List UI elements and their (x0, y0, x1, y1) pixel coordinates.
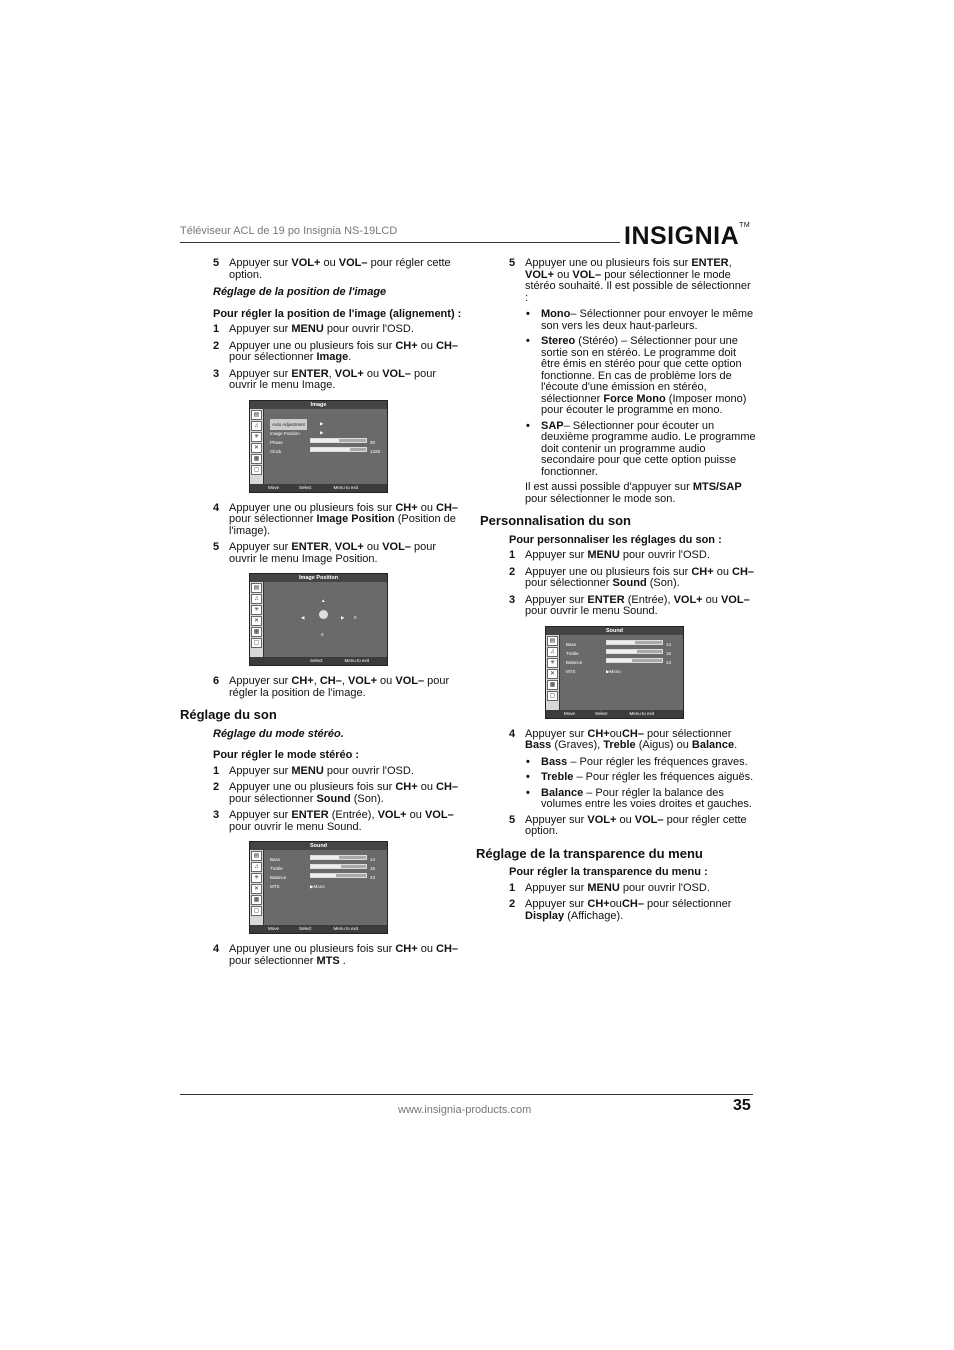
right-column (476, 258, 756, 927)
osd-sound-menu-screenshot (249, 841, 388, 934)
step-image-1: 1 Appuyer sur MENU pour ouvrir l'OSD. (213, 323, 414, 335)
note-mts-sap: Il est aussi possible d'appuyer sur MTS/SAP pour sélectionner le mode son. (525, 481, 742, 505)
center-dot-icon (319, 610, 328, 619)
procedure-image-position: Pour régler la position de l'image (alignement) : (213, 307, 462, 320)
osd-row: Treble (270, 866, 283, 871)
osd-row: MTS (270, 884, 280, 889)
osd-row: Phase (270, 439, 283, 445)
osd-sound-menu-screenshot (545, 626, 684, 719)
procedure-stereo: Pour régler le mode stéréo : (213, 749, 360, 761)
osd-menu-icons: ▤ ♫ ✳ ✕ ▦ ▢ (250, 582, 264, 657)
heading-personnalisation: Personnalisation du son (480, 513, 631, 528)
step-transp-2: 2 Appuyer sur CH+ouCH– pour sélectionner Display (Affichage). (509, 898, 732, 922)
osd-value: 1328 (370, 448, 381, 454)
osd-title: Image (250, 401, 387, 409)
step-5-vol: 5 Appuyer sur VOL+ ou VOL– pour régler cette option. (213, 257, 451, 281)
osd-row: Balance (566, 659, 583, 665)
osd-row: Treble (566, 650, 579, 656)
osd-menu-icons: ▤ ♫ ✳ ✕ ▦ ▢ (250, 850, 264, 925)
osd-menu-icons: ▤ ♫ ✳ ✕ ▦ ▢ (546, 635, 560, 710)
step-image-6: 6 Appuyer sur CH+, CH–, VOL+ ou VOL– pour régler la position de l'image. (213, 675, 450, 699)
osd-row: Clock (270, 448, 282, 454)
osd-treble-bar (606, 649, 663, 654)
bullet-bass: • Bass – Pour régler les fréquences graves. (476, 757, 756, 769)
right-triangle-icon: ▶ (320, 429, 324, 435)
osd-value: 14 (666, 641, 672, 647)
step-image-2: 2 Appuyer une ou plusieurs fois sur CH+ ou CH– pour sélectionner Image. (213, 339, 459, 363)
step-stereo-5: 5 Appuyer une ou plusieurs fois sur ENTER, VOL+ ou VOL– pour sélectionner le mode stéréo souhaité. Il est possible de sélectionner : (509, 257, 751, 304)
osd-row: Balance (270, 875, 287, 880)
osd-balance-bar (310, 873, 367, 878)
osd-value: 0 (354, 615, 357, 620)
osd-value: 43 (370, 875, 376, 880)
bullet-stereo: • Stereo (Stéréo) – Sélectionner pour une sortie son en stéréo. Le programme doit être émis en stéréo pour que cette option fonctionne. En cas de problème lors de l'écoute d'une émission en stéréo, sélectionner Force Mono (Imposer mono) pour écouter le programme en mono. (476, 336, 756, 417)
osd-value: 43 (666, 659, 672, 665)
osd-row: Image Position (270, 430, 300, 436)
osd-bass-bar (310, 855, 367, 860)
osd-treble-bar (310, 864, 367, 869)
osd-value: 30 (370, 439, 376, 445)
osd-mts-value: ▶Mono (606, 668, 621, 674)
heading-reglage-son: Réglage du son (180, 707, 277, 722)
insignia-logo: INSIGNIA™ (624, 222, 751, 250)
osd-footer: Move Select Menu to exit (546, 710, 683, 718)
step-image-3: 3 Appuyer sur ENTER, VOL+ ou VOL– pour ouvrir le menu Image. (213, 367, 436, 391)
bullet-sap: • SAP– Sélectionner pour écouter un deuxième programme audio. Le programme doit contenir un programme audio secondaire pour que cette option puisse fonctionner. (476, 421, 756, 479)
osd-title: Sound (546, 627, 683, 635)
header-rule (180, 242, 620, 243)
osd-footer: Move Select Menu to exit (250, 925, 387, 933)
left-column (180, 258, 465, 972)
procedure-transparence: Pour régler la transparence du menu : (509, 866, 708, 878)
subheading-stereo: Réglage du mode stéréo. (213, 727, 344, 740)
osd-row: MTS (566, 668, 576, 674)
osd-phase-bar (310, 438, 367, 443)
page-number: 35 (733, 1097, 751, 1114)
osd-row: Bass (270, 857, 281, 862)
osd-row: Auto Adjustment (270, 419, 307, 431)
step-stereo-4: 4 Appuyer une ou plusieurs fois sur CH+ ou CH– pour sélectionner MTS . (213, 943, 459, 967)
right-triangle-icon: ▶ (320, 420, 324, 426)
heading-transparence: Réglage de la transparence du menu (476, 845, 703, 861)
footer-url: www.insignia-products.com (398, 1104, 532, 1116)
step-perso-2: 2 Appuyer une ou plusieurs fois sur CH+ ou CH– pour sélectionner Sound (Son). (509, 565, 755, 589)
osd-balance-bar (606, 658, 663, 663)
osd-row: Bass (566, 641, 577, 647)
osd-image-position-screenshot (249, 573, 388, 666)
step-stereo-3: 3 Appuyer sur ENTER (Entrée), VOL+ ou VOL– pour ouvrir le menu Sound. (213, 809, 454, 833)
subheading-image-position: Réglage de la position de l'image (213, 286, 387, 298)
osd-footer: Move Select Menu to exit (250, 484, 387, 492)
bullet-mono: • Mono– Sélectionner pour envoyer le même son vers les deux haut-parleurs. (476, 309, 756, 332)
osd-value: 16 (666, 650, 672, 656)
procedure-personnalisation: Pour personnaliser les réglages du son : (509, 533, 722, 546)
step-perso-3: 3 Appuyer sur ENTER (Entrée), VOL+ ou VOL– pour ouvrir le menu Sound. (509, 593, 750, 617)
step-image-5: 5 Appuyer sur ENTER, VOL+ ou VOL– pour ouvrir le menu Image Position. (213, 541, 436, 565)
osd-bass-bar (606, 640, 663, 645)
osd-footer: Select Menu to exit (250, 657, 387, 665)
bullet-treble: • Treble – Pour régler les fréquences aiguës. (476, 772, 756, 784)
step-stereo-1: 1 Appuyer sur MENU pour ouvrir l'OSD. (213, 764, 414, 777)
footer-rule (180, 1094, 753, 1095)
osd-title: Sound (250, 842, 387, 850)
osd-mts-value: ▶Mono (310, 884, 325, 889)
right-triangle-icon: ▶ (341, 615, 345, 620)
step-perso-4: 4 Appuyer sur CH+ouCH– pour sélectionner Bass (Graves), Treble (Aigus) ou Balance. (509, 727, 738, 751)
osd-value: 0 (321, 632, 324, 637)
osd-clock-bar (310, 447, 367, 452)
step-image-4: 4 Appuyer une ou plusieurs fois sur CH+ ou CH– pour sélectionner Image Position (Position de l'image). (213, 501, 459, 537)
running-header: Téléviseur ACL de 19 po Insignia NS-19LCD (180, 225, 398, 237)
up-triangle-icon: ▲ (321, 598, 326, 603)
osd-title: Image Position (250, 574, 387, 582)
osd-value: 16 (370, 866, 376, 871)
osd-image-menu-screenshot (249, 400, 388, 493)
osd-menu-icons: ▤ ♫ ✳ ✕ ▦ ▢ (250, 409, 264, 484)
step-transp-1: 1 Appuyer sur MENU pour ouvrir l'OSD. (509, 881, 710, 894)
step-stereo-2: 2 Appuyer une ou plusieurs fois sur CH+ ou CH– pour sélectionner Sound (Son). (213, 781, 459, 805)
left-triangle-icon: ◀ (301, 615, 305, 620)
step-perso-1: 1 Appuyer sur MENU pour ouvrir l'OSD. (509, 549, 710, 561)
osd-value: 14 (370, 857, 376, 862)
step-perso-5: 5 Appuyer sur VOL+ ou VOL– pour régler cette option. (509, 813, 747, 837)
bullet-balance: • Balance – Pour régler la balance des volumes entre les voies droites et gauches. (476, 788, 756, 811)
